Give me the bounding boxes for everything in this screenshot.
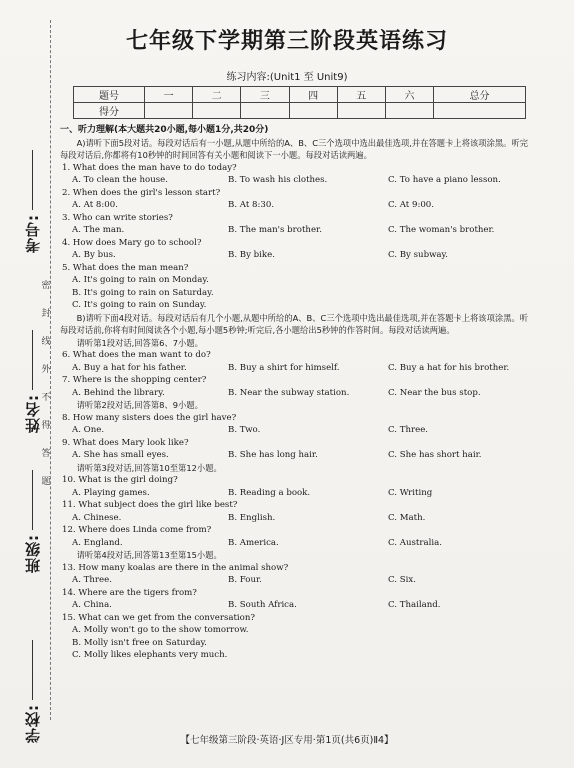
option-b[interactable]: B. Reading a book. (228, 487, 311, 498)
question-4: 4. How does Mary go to school? (62, 237, 202, 248)
question-13: 13. How many koalas are there in the animal show? (62, 562, 289, 573)
question-9: 9. What does Mary look like? (62, 437, 189, 448)
option-c[interactable]: C. Writing (388, 487, 433, 498)
seal-warning: 密 封 线 外 不 得 答 题 (41, 281, 51, 487)
option-c[interactable]: C. Six. (388, 575, 416, 585)
option-b[interactable]: B. At 8:30. (228, 200, 275, 210)
option-a[interactable]: A. Behind the library. (72, 387, 165, 398)
score-cell: 题号 (74, 87, 145, 103)
score-input-cell[interactable] (241, 103, 289, 119)
score-input-cell[interactable] (193, 103, 241, 119)
score-cell: 六 (385, 87, 433, 103)
question-11: 11. What subject does the girl like best? (62, 500, 238, 510)
question-14: 14. Where are the tigers from? (62, 587, 197, 598)
option-b[interactable]: B. She has long hair. (228, 450, 318, 460)
option-c[interactable]: C. She has short hair. (388, 450, 482, 460)
listening-section (60, 124, 530, 662)
option-c[interactable]: C. Molly likes elephants very much. (72, 650, 228, 660)
question-6: 6. What does the man want to do? (62, 350, 211, 360)
score-table (73, 86, 526, 119)
option-b[interactable]: B. Molly isn't free on Saturday. (72, 637, 207, 648)
option-a[interactable]: A. Three. (72, 575, 112, 585)
score-cell: 四 (289, 87, 337, 103)
option-b[interactable]: B. Near the subway station. (228, 387, 350, 398)
score-header-row (74, 87, 526, 103)
option-c[interactable]: C. Australia. (388, 537, 442, 548)
score-input-cell[interactable] (337, 103, 385, 119)
options-row (72, 512, 530, 525)
option-c[interactable]: C. The woman's brother. (388, 225, 495, 235)
question-2: 2. When does the girl's lesson start? (62, 187, 221, 198)
score-cell: 五 (337, 87, 385, 103)
option-b[interactable]: B. Four. (228, 575, 262, 585)
question-5: 5. What does the man mean? (62, 262, 189, 273)
options-row (72, 199, 530, 212)
option-c[interactable]: C. Thailand. (388, 600, 441, 610)
question-3: 3. Who can write stories? (62, 212, 173, 223)
score-cell: 得分 (74, 103, 145, 119)
option-b[interactable]: B. English. (228, 512, 276, 523)
score-value-row (74, 103, 526, 119)
page-footer: 【七年级第三阶段·英语·J区专用·第1页(共6页)Ⅱ4】 (180, 735, 394, 746)
score-cell: 一 (145, 87, 193, 103)
option-b[interactable]: B. By bike. (228, 250, 275, 260)
dialogue-3-note: 请听第3段对话,回答第10至第12小题。 (76, 462, 222, 473)
option-a[interactable]: A. China. (72, 600, 112, 610)
options-row (72, 537, 530, 550)
dialogue-2-note: 请听第2段对话,回答第8、9小题。 (76, 400, 203, 410)
score-input-cell[interactable] (385, 103, 433, 119)
dialogue-1-note: 请听第1段对话,回答第6、7小题。 (76, 337, 203, 348)
class-field[interactable]: 班级: (22, 470, 40, 573)
score-input-cell[interactable] (289, 103, 337, 119)
option-b[interactable]: B. South Africa. (228, 600, 297, 610)
option-a[interactable]: A. England. (72, 537, 123, 548)
name-field[interactable]: 姓名: (22, 330, 40, 433)
option-a[interactable]: A. Molly won't go to the show tomorrow. (72, 625, 249, 635)
school-field[interactable]: 学校: (22, 640, 40, 743)
dialogue-4-note: 请听第4段对话,回答第13至第15小题。 (76, 550, 222, 560)
option-a[interactable]: A. Playing games. (72, 487, 150, 498)
binding-margin (0, 0, 58, 768)
option-a[interactable]: A. Chinese. (72, 512, 122, 523)
question-8: 8. How many sisters does the girl have? (62, 412, 237, 423)
options-row (72, 249, 530, 262)
options-row (72, 174, 530, 187)
option-a[interactable]: A. She has small eyes. (72, 450, 169, 460)
score-cell: 总分 (434, 87, 526, 103)
option-a[interactable]: A. One. (72, 425, 105, 435)
page-title: 七年级下学期第三阶段英语练习 (125, 29, 448, 54)
options-row (72, 224, 530, 237)
option-b[interactable]: B. It's going to rain on Saturday. (72, 287, 214, 298)
question-12: 12. Where does Linda come from? (62, 525, 212, 535)
options-row (72, 362, 530, 375)
option-b[interactable]: B. The man's brother. (228, 225, 322, 235)
option-c[interactable]: C. It's going to rain on Sunday. (72, 300, 207, 310)
question-1: 1. What does the man have to do today? (62, 162, 237, 173)
score-input-cell[interactable] (434, 103, 526, 119)
option-c[interactable]: C. By subway. (388, 250, 449, 260)
option-b[interactable]: B. Buy a shirt for himself. (228, 362, 340, 373)
option-a[interactable]: A. To clean the house. (72, 175, 168, 185)
options-row (72, 449, 530, 462)
score-input-cell[interactable] (145, 103, 193, 119)
question-10: 10. What is the girl doing? (62, 475, 178, 485)
option-a[interactable]: A. By bus. (72, 250, 116, 260)
option-a[interactable]: A. Buy a hat for his father. (72, 362, 187, 373)
score-cell: 三 (241, 87, 289, 103)
option-b[interactable]: B. To wash his clothes. (228, 175, 328, 185)
question-15: 15. What can we get from the conversation? (62, 612, 255, 623)
option-c[interactable]: C. At 9:00. (388, 200, 435, 210)
option-c[interactable]: C. Near the bus stop. (388, 387, 481, 398)
option-a[interactable]: A. At 8:00. (72, 200, 118, 210)
options-row (72, 574, 530, 587)
score-cell: 二 (193, 87, 241, 103)
option-b[interactable]: B. Two. (228, 425, 261, 435)
question-7: 7. Where is the shopping center? (62, 375, 207, 385)
option-b[interactable]: B. America. (228, 537, 279, 548)
option-c[interactable]: C. Math. (388, 512, 426, 523)
part-a-instructions: A)请听下面5段对话。每段对话后有一小题,从题中所给的A、B、C三个选项中选出最佳选项,并在答题卡上将该项涂黑。听完每段对话后,你都将有10秒钟的时间回答有关小题和阅读下一小题。每段对话读两遍。 (60, 137, 529, 160)
option-c[interactable]: C. Three. (388, 425, 429, 435)
options-row (72, 387, 530, 400)
options-row (72, 487, 530, 500)
options-row (72, 599, 530, 612)
part-b-instructions: B)请听下面4段对话。每段对话后有几个小题,从题中所给的A、B、C三个选项中选出最佳选项,并在答题卡上将该项涂黑。听每段对话前,你将有时间阅读各个小题,每小题5秒钟;听完后,各小题给出5秒钟的作答时间。每段对话读两遍。 (60, 312, 529, 335)
option-c[interactable]: C. Buy a hat for his brother. (388, 362, 510, 373)
exam-number-field[interactable]: 考号: (22, 150, 40, 253)
practice-scope: 练习内容:(Unit1 至 Unit9) (226, 72, 348, 83)
section-heading: 一、听力理解(本大题共20小题,每小题1分,共20分) (60, 125, 269, 135)
option-a[interactable]: A. It's going to rain on Monday. (72, 275, 209, 285)
option-a[interactable]: A. The man. (72, 225, 125, 235)
option-c[interactable]: C. To have a piano lesson. (388, 175, 501, 185)
options-row (72, 424, 530, 437)
